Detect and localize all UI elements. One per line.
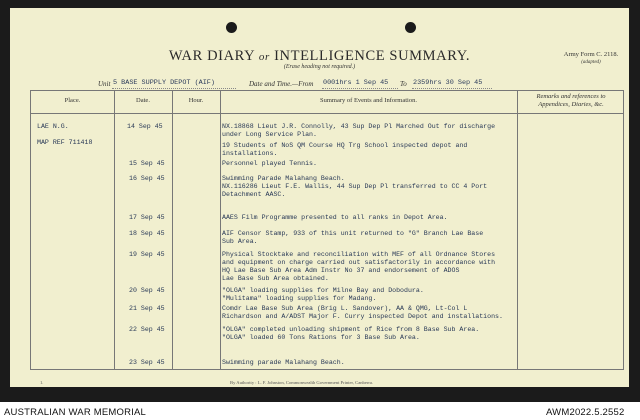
- summary-line: 19 Students of NoS QM Course HQ Trg School inspected depot and: [222, 142, 468, 149]
- title-intelligence-summary: INTELLIGENCE SUMMARY.: [274, 48, 471, 64]
- archive-caption: AUSTRALIAN WAR MEMORIAL: [4, 407, 147, 418]
- date-entry: 14 Sep 45: [127, 123, 163, 130]
- summary-line: installations.: [222, 150, 278, 157]
- col-header-date: Date.: [136, 97, 150, 104]
- punch-hole-left: [226, 22, 237, 33]
- col-header-place: Place.: [64, 97, 81, 104]
- summary-line: and equipment on charge carried out satisfactorily in accordance with: [222, 259, 496, 266]
- punch-hole-right: [405, 22, 416, 33]
- col-header-remarks: [517, 93, 625, 108]
- form-subtitle: (Erase heading not required.): [283, 64, 356, 70]
- summary-line: AIF Censor Stamp, 933 of this unit returned to "G" Branch Lae Base: [222, 230, 484, 237]
- summary-line: AAES Film Programme presented to all ranks in Depot Area.: [222, 214, 448, 221]
- title-or: or: [258, 51, 270, 63]
- archive-accession-number: AWM2022.5.2552: [546, 407, 625, 418]
- col-header-remarks-line1: Remarks and references to: [536, 93, 606, 100]
- summary-line: NX.116286 Lieut F.E. Wallis, 44 Sup Dep Pl transferred to CC 4 Port: [222, 183, 488, 190]
- date-entry: 19 Sep 45: [129, 251, 165, 258]
- summary-line: NX.18868 Lieut J.R. Connolly, 43 Sup Dep Pl Marched Out for discharge: [222, 123, 496, 130]
- summary-line: Swimming parade Malahang Beach.: [222, 359, 345, 366]
- date-entry: 21 Sep 45: [129, 305, 165, 312]
- divider-summary-remarks: [517, 91, 518, 369]
- page-marker: 1.: [40, 380, 44, 385]
- summary-line: "OLGA" completed unloading shipment of Rice from 8 Base Sub Area.: [222, 326, 480, 333]
- army-form-code-sub: (adapted): [581, 60, 601, 65]
- place-entry: LAE N.G.: [37, 123, 69, 130]
- divider-date-hour: [172, 91, 173, 369]
- unit-label: Unit: [98, 80, 111, 88]
- summary-line: Physical Stocktake and reconciliation with MEF of all Ordnance Stores: [222, 251, 496, 258]
- army-form-code-text: Army Form C. 2118.: [563, 51, 619, 58]
- summary-line: Detachment AASC.: [222, 191, 286, 198]
- summary-line: HQ Lae Base Sub Area Adm Instr No 37 and endorsement of ADOS: [222, 267, 460, 274]
- to-label: To: [400, 80, 407, 88]
- date-entry: 23 Sep 45: [129, 359, 165, 366]
- date-to-value: 2359hrs 30 Sep 45: [413, 79, 483, 87]
- place-entry: MAP REF 711418: [37, 139, 93, 146]
- summary-line: Richardson and A/ADST Major F. Curry inspected Depot and installations.: [222, 313, 503, 320]
- summary-line: Swimming Parade Malahang Beach.: [222, 175, 345, 182]
- col-header-remarks-line2: Appendices, Diaries, &c.: [538, 100, 604, 108]
- unit-value: 5 BASE SUPPLY DEPOT (AIF): [113, 79, 215, 87]
- unit-underline: [112, 88, 236, 89]
- summary-line: Personnel played Tennis.: [222, 160, 317, 167]
- summary-line: Comdr Lae Base Sub Area (Brig L. Sandover), AA & QMG, Lt-Col L: [222, 305, 468, 312]
- divider-place-date: [114, 91, 115, 369]
- title-war-diary: WAR DIARY: [168, 48, 255, 64]
- summary-line: "OLGA" loaded 60 Tons Rations for 3 Base Sub Area.: [222, 334, 420, 341]
- summary-line: "OLGA" loading supplies for Milne Bay and Dobodura.: [222, 287, 424, 294]
- date-entry: 16 Sep 45: [129, 175, 165, 182]
- summary-line: Lae Base Sub Area obtained.: [222, 275, 329, 282]
- date-entry: 15 Sep 45: [129, 160, 165, 167]
- date-to-underline: [412, 88, 492, 89]
- date-entry: 17 Sep 45: [129, 214, 165, 221]
- war-diary-page: [10, 8, 629, 387]
- date-entry: 20 Sep 45: [129, 287, 165, 294]
- col-header-hour: Hour.: [188, 97, 204, 104]
- printer-imprint: By Authority : L. F. Johnston, Commonwealth Government Printer, Canberra.: [230, 380, 374, 385]
- summary-line: "Mulitama" loading supplies for Madang.: [222, 295, 377, 302]
- form-title: [10, 48, 629, 65]
- summary-line: under Long Service Plan.: [222, 131, 317, 138]
- date-entry: 18 Sep 45: [129, 230, 165, 237]
- date-time-label: Date and Time.—From: [249, 80, 314, 88]
- header-rule: [31, 113, 623, 114]
- col-header-summary: Summary of Events and Information.: [320, 97, 417, 104]
- date-entry: 22 Sep 45: [129, 326, 165, 333]
- date-from-value: 0001hrs 1 Sep 45: [323, 79, 389, 87]
- date-from-underline: [322, 88, 398, 89]
- summary-line: Sub Area.: [222, 238, 258, 245]
- divider-hour-summary: [220, 91, 221, 369]
- diary-table: [30, 90, 624, 370]
- army-form-code: [558, 51, 624, 67]
